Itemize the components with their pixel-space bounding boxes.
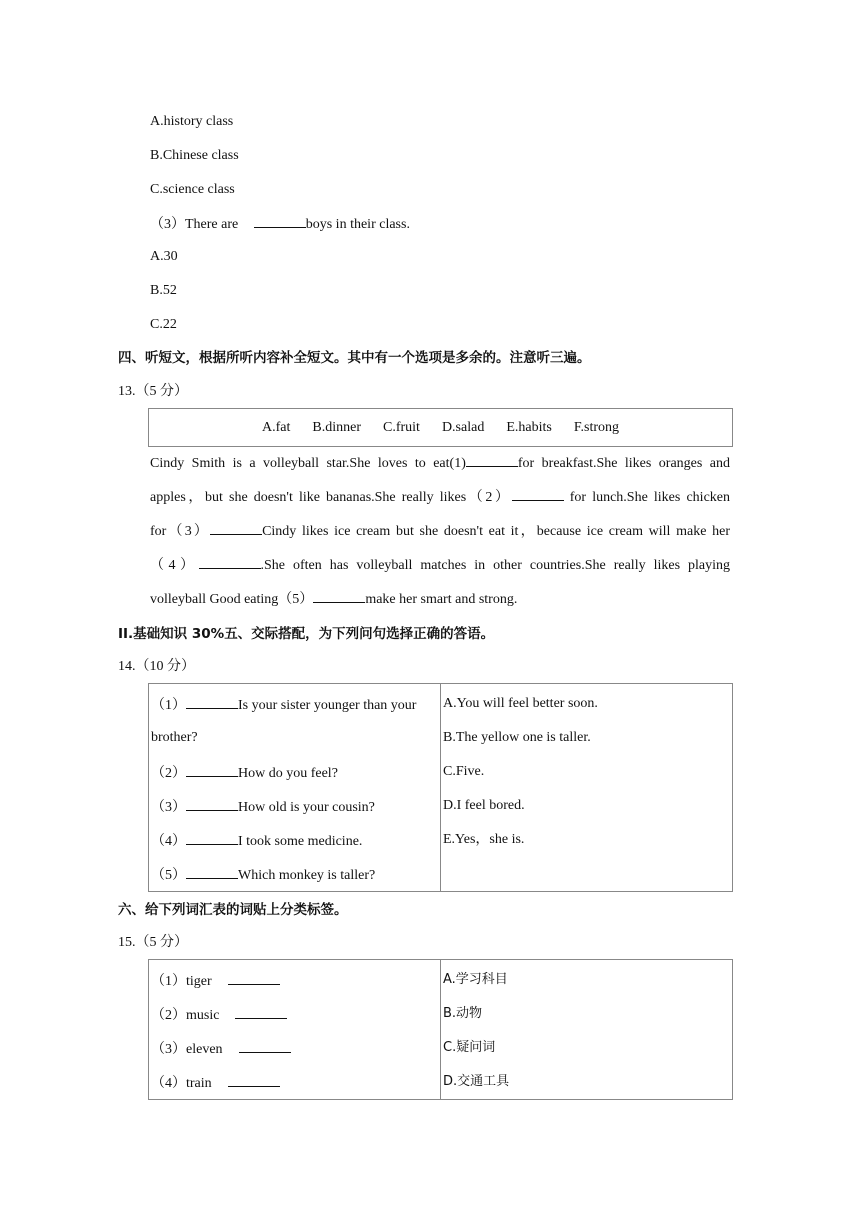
q12-3-prefix: （3）There are <box>150 217 239 232</box>
q14-question-1: （1） Is your sister younger than your <box>151 694 416 716</box>
q12-3-option-b: B.52 <box>150 283 177 298</box>
word-option: E.habits <box>506 419 552 435</box>
q14-answer-c: C.Five. <box>443 764 485 779</box>
passage-line: apples，but she doesn't like bananas.She really likes（2） for lunch.She likes chicken <box>150 481 730 515</box>
word-option: A.fat <box>261 419 291 435</box>
q15-word-4: （4）train <box>151 1072 280 1094</box>
passage-line: Cindy Smith is a volleyball star.She loves to eat(1) for breakfast.She likes oranges and <box>150 447 730 481</box>
passage-line: （4） .She often has volleyball matches in other countries.She really likes playing <box>150 549 730 583</box>
word-option: C.fruit <box>382 419 420 435</box>
q15-category-b: B.动物 <box>443 1006 483 1021</box>
q14-answer-d: D.I feel bored. <box>443 798 525 813</box>
q14-questions-column <box>149 684 441 891</box>
word-option: D.salad <box>441 419 485 435</box>
q15-category-c: C.疑问词 <box>443 1040 496 1055</box>
answer-blank[interactable] <box>186 864 238 879</box>
q15-word-1: （1）tiger <box>151 970 280 992</box>
answer-blank[interactable] <box>466 452 518 467</box>
answer-blank[interactable] <box>186 796 238 811</box>
q15-categories-column <box>441 960 732 1099</box>
q15-words-column <box>149 960 441 1099</box>
q12-3-suffix: boys in their class. <box>305 217 410 232</box>
q14-answer-b: B.The yellow one is taller. <box>443 730 591 745</box>
answer-blank[interactable] <box>254 213 306 228</box>
answer-blank[interactable] <box>235 1004 287 1019</box>
q14-question-2: （2） How do you feel? <box>151 762 338 784</box>
q15-classification-table <box>148 959 733 1100</box>
q13-word-bank <box>148 408 733 447</box>
q13-passage <box>150 447 730 617</box>
section-6-heading: 六、给下列词汇表的词贴上分类标签。 <box>118 902 348 918</box>
q12-option-b: B.Chinese class <box>150 148 239 163</box>
q14-answers-column <box>441 684 732 891</box>
q12-3-option-c: C.22 <box>150 317 177 332</box>
answer-blank[interactable] <box>239 1038 291 1053</box>
answer-blank[interactable] <box>512 486 564 501</box>
q15-word-3: （3）eleven <box>151 1038 291 1060</box>
answer-blank[interactable] <box>228 1072 280 1087</box>
answer-blank[interactable] <box>186 762 238 777</box>
q15-word-2: （2）music <box>151 1004 287 1026</box>
answer-blank[interactable] <box>228 970 280 985</box>
q14-question-5: （5） Which monkey is taller? <box>151 864 375 886</box>
q14-answer-e: E.Yes，she is. <box>443 832 525 847</box>
q14-matching-table <box>148 683 733 892</box>
answer-blank[interactable] <box>186 830 238 845</box>
section-4-heading: 四、听短文，根据所听内容补全短文。其中有一个选项是多余的。注意听三遍。 <box>118 350 591 366</box>
word-option: F.strong <box>573 419 619 435</box>
q14-question-1-cont: brother? <box>151 730 198 745</box>
q14-question-4: （4） I took some medicine. <box>151 830 362 852</box>
q15-category-a: A.学习科目 <box>443 972 508 987</box>
word-option: B.dinner <box>312 419 361 435</box>
q15-category-d: D.交通工具 <box>443 1074 510 1089</box>
q13-label: 13.（5 分） <box>118 384 188 399</box>
q15-label: 15.（5 分） <box>118 935 188 950</box>
answer-blank[interactable] <box>186 694 238 709</box>
q14-question-3: （3） How old is your cousin? <box>151 796 375 818</box>
q14-label: 14.（10 分） <box>118 659 195 674</box>
answer-blank[interactable] <box>199 554 261 569</box>
q12-3-question <box>150 213 410 235</box>
q12-option-c: C.science class <box>150 182 235 197</box>
answer-blank[interactable] <box>313 588 365 603</box>
passage-line: volleyball Good eating（5） make her smart and strong. <box>150 583 730 617</box>
section-5-heading: II.基础知识 30%五、交际搭配，为下列问句选择正确的答语。 <box>118 626 495 642</box>
q12-3-option-a: A.30 <box>150 249 178 264</box>
q14-answer-a: A.You will feel better soon. <box>443 696 598 711</box>
passage-line: for（3） Cindy likes ice cream but she doesn't eat it，because ice cream will make her <box>150 515 730 549</box>
q12-option-a: A.history class <box>150 114 234 129</box>
answer-blank[interactable] <box>210 520 262 535</box>
